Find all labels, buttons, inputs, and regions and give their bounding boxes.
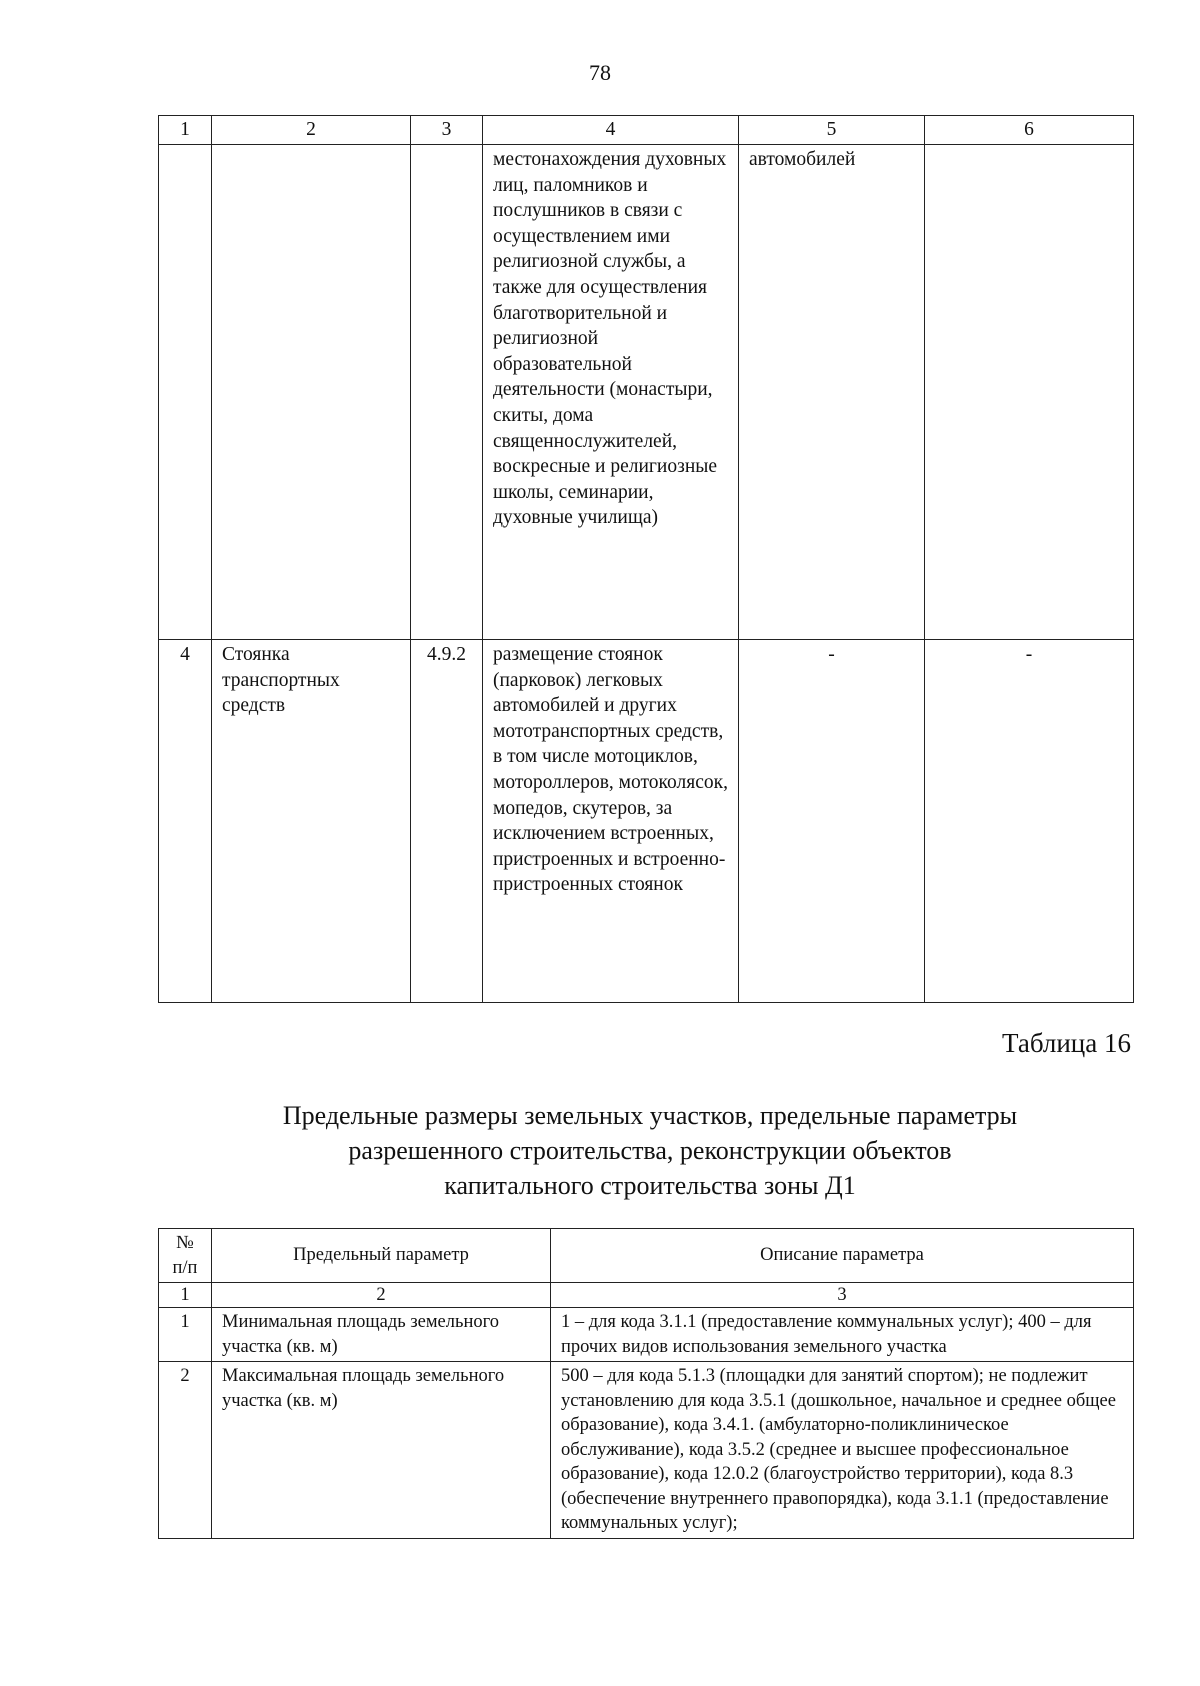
table-row bbox=[159, 640, 1134, 1003]
use-description: размещение стоянок (парковок) легковых автомобилей и других мототранспортных средств, в том числе мотоциклов, мотороллеров, мотоколясок, мопедов, скутеров, за исключением встроенных, пристроенных и встроенно-пристроенных стоянок bbox=[483, 640, 739, 1003]
parameter-name: Минимальная площадь земельного участка (кв. м) bbox=[212, 1308, 551, 1362]
parameter-description: 1 – для кода 3.1.1 (предоставление коммунальных услуг); 400 – для прочих видов использования земельного участка bbox=[551, 1308, 1134, 1362]
column-6-cell bbox=[925, 145, 1134, 640]
header-parameter: Предельный параметр bbox=[212, 1229, 551, 1283]
column-number-4: 4 bbox=[483, 116, 739, 145]
parameter-name: Максимальная площадь земельного участка (кв. м) bbox=[212, 1362, 551, 1539]
heading-line: разрешенного строительства, реконструкции объектов bbox=[348, 1136, 952, 1165]
row-number: 4 bbox=[159, 640, 212, 1003]
header-description: Описание параметра bbox=[551, 1229, 1134, 1283]
table-header-row bbox=[159, 1229, 1134, 1283]
table-row bbox=[159, 1308, 1134, 1362]
column-number-1: 1 bbox=[159, 116, 212, 145]
table-header-row bbox=[159, 116, 1134, 145]
use-name: Стоянка транспортных средств bbox=[212, 640, 411, 1003]
use-code bbox=[411, 145, 483, 640]
heading-line: капитального строительства зоны Д1 bbox=[444, 1171, 856, 1200]
column-number-5: 5 bbox=[739, 116, 925, 145]
parameters-table bbox=[158, 1228, 1134, 1539]
row-number bbox=[159, 145, 212, 640]
column-5-cell: автомобилей bbox=[739, 145, 925, 640]
row-number: 1 bbox=[159, 1308, 212, 1362]
section-heading bbox=[150, 1098, 1150, 1203]
table-row bbox=[159, 145, 1134, 640]
table-row bbox=[159, 1362, 1134, 1539]
column-number-2: 2 bbox=[212, 116, 411, 145]
use-description: местонахождения духовных лиц, паломников и послушников в связи с осуществлением ими религиозной службы, а также для осуществления благотворительной и религиозной образовательной деятельности (монастыри, скиты, дома священнослужителей, воскресные и религиозные школы, семинарии, духовные училища) bbox=[483, 145, 739, 640]
use-name bbox=[212, 145, 411, 640]
column-index-3: 3 bbox=[551, 1283, 1134, 1308]
use-code: 4.9.2 bbox=[411, 640, 483, 1003]
land-use-table bbox=[158, 115, 1134, 1003]
table-label: Таблица 16 bbox=[1002, 1028, 1131, 1058]
column-index-1: 1 bbox=[159, 1283, 212, 1308]
heading-line: Предельные размеры земельных участков, предельные параметры bbox=[282, 1101, 1018, 1130]
parameter-description: 500 – для кода 5.1.3 (площадки для занятий спортом); не подлежит установлению для кода 3.5.1 (дошкольное, начальное и среднее общее образование), кода 3.4.1. (амбулаторно-поликлиническое обслуживание), кода 3.5.2 (среднее и высшее профессиональное образование), кода 12.0.2 (благоустройство территории), кода 8.3 (обеспечение внутреннего правопорядка), кода 3.1.1 (предоставление коммунальных услуг); bbox=[551, 1362, 1134, 1539]
row-number: 2 bbox=[159, 1362, 212, 1539]
page-number: 78 bbox=[589, 60, 611, 85]
column-number-6: 6 bbox=[925, 116, 1134, 145]
header-number: № п/п bbox=[159, 1229, 212, 1283]
column-index-2: 2 bbox=[212, 1283, 551, 1308]
column-index-row bbox=[159, 1283, 1134, 1308]
column-6-cell: - bbox=[925, 640, 1134, 1003]
column-number-3: 3 bbox=[411, 116, 483, 145]
column-5-cell: - bbox=[739, 640, 925, 1003]
